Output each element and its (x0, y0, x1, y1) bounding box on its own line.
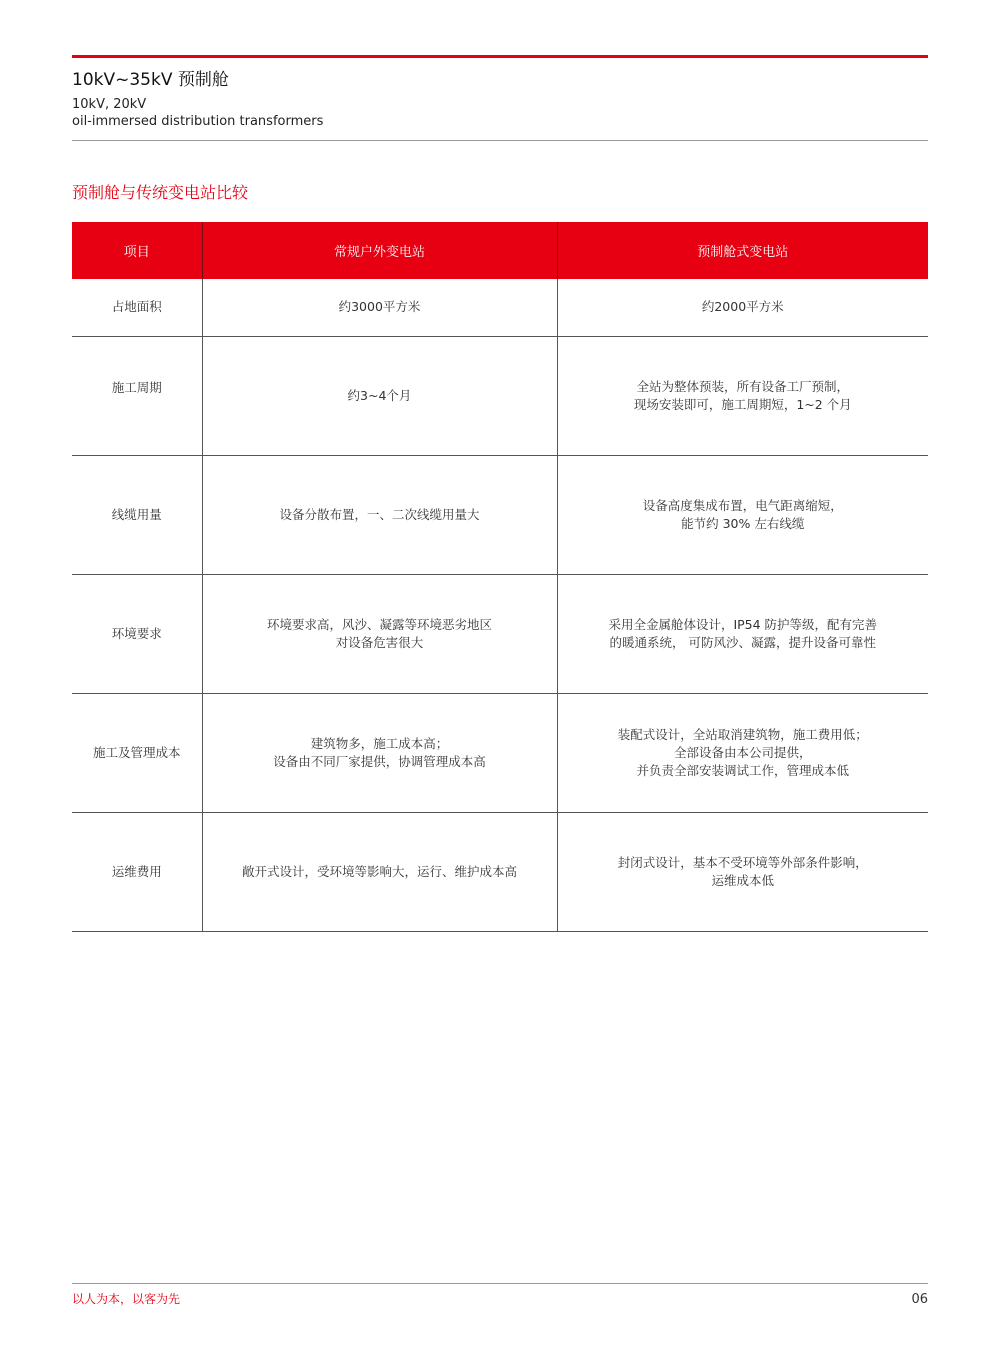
row-item-label: 环境要求 (72, 574, 202, 693)
cell-text-line: 对设备危害很大 (335, 634, 424, 650)
cell-text-line: 现场安装即可，施工周期短，1~2 个月 (633, 396, 852, 412)
cell-text-line: 约3000平方米 (338, 299, 421, 315)
table-row (72, 336, 928, 455)
cell-text-line: 环境要求高，风沙、凝露等环境恶劣地区 (266, 616, 492, 632)
table-row (72, 574, 928, 693)
conventional-cell (202, 812, 557, 931)
cell-text-line: 全站为整体预装，所有设备工厂预制， (636, 378, 849, 394)
header-prefab-substation: 预制舱式变电站 (557, 222, 928, 279)
table-row (72, 812, 928, 931)
table-row (72, 455, 928, 574)
header-item: 项目 (72, 222, 202, 279)
cell-text-line: 全部设备由本公司提供， (673, 744, 812, 760)
top-accent-rule (72, 55, 928, 58)
row-item-label: 施工周期 (72, 336, 202, 455)
prefab-cell (557, 336, 928, 455)
cell-text-line: 敞开式设计，受环境等影响大，运行、维护成本高 (241, 863, 517, 879)
cell-text-line: 约2000平方米 (701, 299, 784, 315)
cell-text-line: 能节约 30% 左右线缆 (681, 515, 805, 531)
cell-text-line: 运维成本低 (711, 872, 774, 888)
page-header (72, 69, 928, 130)
header-conventional-substation: 常规户外变电站 (202, 222, 557, 279)
cell-text-line: 约3~4个月 (347, 387, 412, 403)
page-number: 06 (911, 1292, 928, 1307)
footer-divider (72, 1283, 928, 1284)
prefab-cell (557, 279, 928, 336)
cell-text-line: 设备由不同厂家提供，协调管理成本高 (273, 753, 486, 769)
page-subtitle-voltage: 10kV, 20kV (72, 97, 147, 112)
cell-text-line: 建筑物多，施工成本高； (310, 735, 449, 751)
prefab-cell (557, 812, 928, 931)
row-item-label: 施工及管理成本 (72, 693, 202, 812)
conventional-cell (202, 693, 557, 812)
cell-text-line: 封闭式设计，基本不受环境等外部条件影响， (617, 854, 868, 870)
prefab-cell (557, 693, 928, 812)
footer-slogan: 以人为本，以客为先 (72, 1292, 181, 1306)
page-title: 10kV~35kV 预制舱 (72, 70, 229, 90)
conventional-cell (202, 279, 557, 336)
page-subtitle-description: oil-immersed distribution transformers (72, 114, 324, 129)
comparison-table (72, 222, 928, 932)
prefab-cell (557, 455, 928, 574)
conventional-cell (202, 574, 557, 693)
header-divider (72, 140, 928, 141)
table-row (72, 279, 928, 336)
prefab-cell (557, 574, 928, 693)
conventional-cell (202, 455, 557, 574)
row-item-label: 占地面积 (72, 279, 202, 336)
row-item-label: 线缆用量 (72, 455, 202, 574)
cell-text-line: 采用全金属舱体设计，IP54 防护等级，配有完善 (608, 616, 878, 632)
conventional-cell (202, 336, 557, 455)
cell-text-line: 并负责全部安装调试工作，管理成本低 (636, 762, 849, 778)
cell-text-line: 的暖通系统， 可防风沙、凝露，提升设备可靠性 (609, 634, 876, 650)
cell-text-line: 设备分散布置，一、二次线缆用量大 (279, 506, 480, 522)
cell-text-line: 装配式设计，全站取消建筑物，施工费用低； (617, 726, 868, 742)
table-row (72, 693, 928, 812)
table-header-row (72, 222, 928, 279)
row-item-label: 运维费用 (72, 812, 202, 931)
section-title: 预制舱与传统变电站比较 (72, 183, 249, 202)
cell-text-line: 设备高度集成布置，电气距离缩短， (642, 497, 843, 513)
